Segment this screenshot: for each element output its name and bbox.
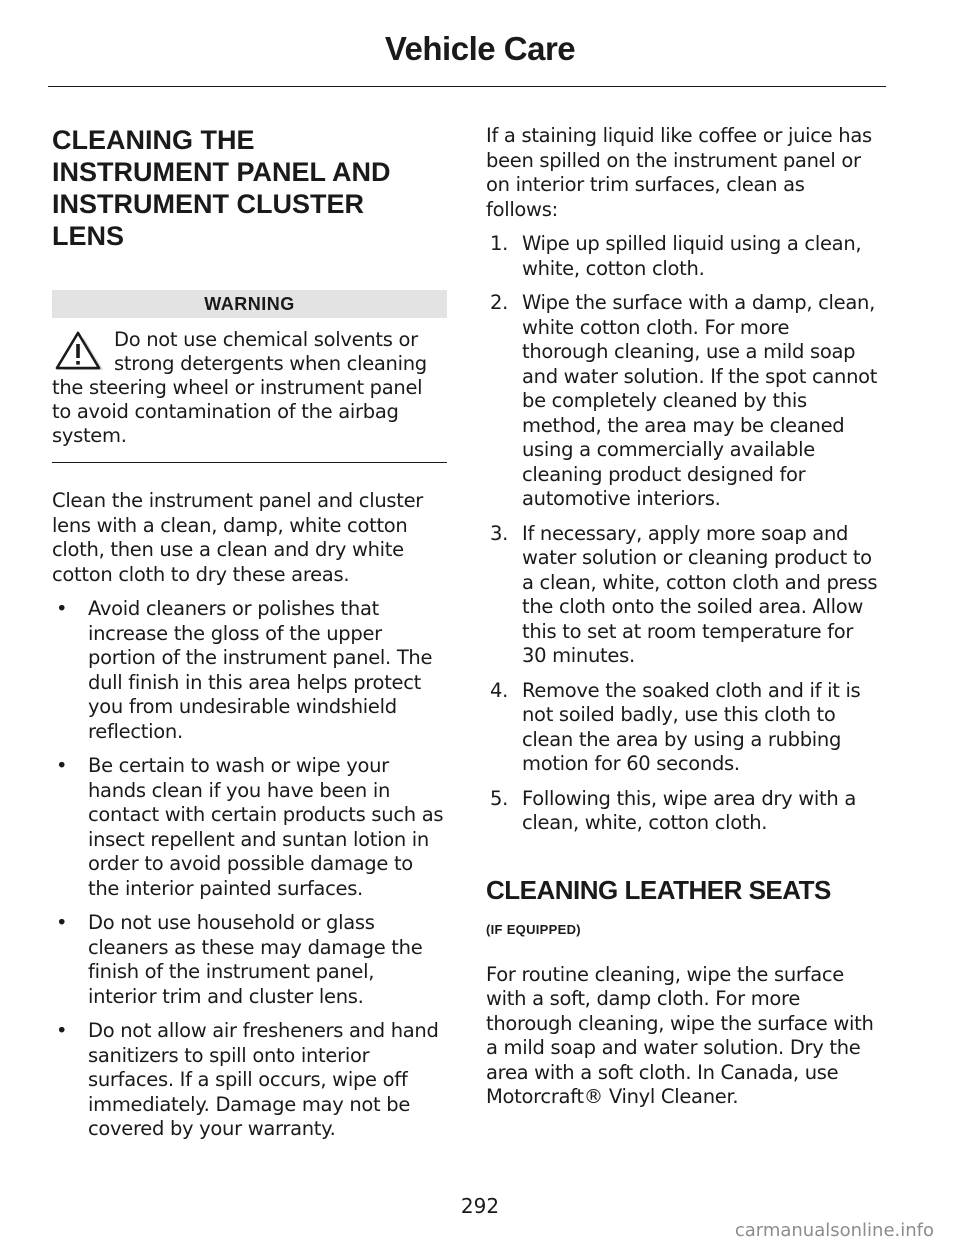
section-heading-instrument-panel <box>52 124 447 252</box>
section-heading-leather-seats: CLEANING LEATHER SEATS <box>486 874 831 905</box>
list-item: • Avoid cleaners or polishes that increase the gloss of the upper portion of the instrument panel. The dull finish in this area helps protect you from undesirable windshield reflection. <box>56 597 433 743</box>
warning-text: Do not use chemical solvents or strong detergents when cleaning the steering wheel or instrument panel to avoid contamination of the airbag system. <box>52 328 427 447</box>
step-item: 3. If necessary, apply more soap and water solution or cleaning product to a clean, white, cotton cloth and press the cloth onto the soiled area. Allow this to set at room temperature for 30 minutes. <box>490 521 878 667</box>
step-item: 2. Wipe the surface with a damp, clean, white cotton cloth. For more thorough cleaning, use a mild soap and water solution. If the spot cannot be completely cleaned by this method, the area may be cleaned using a commercially available cleaning product designed for automotive interiors. <box>490 291 878 510</box>
list-item: • Do not allow air fresheners and hand sanitizers to spill onto interior surfaces. If a spill occurs, wipe off immediately. Damage may not be covered by your warranty. <box>56 1019 439 1140</box>
warning-label: WARNING <box>52 290 447 318</box>
right-column <box>486 124 881 1110</box>
left-column <box>52 124 447 1142</box>
cleaning-tips-list <box>52 597 447 1142</box>
step-item: 1. Wipe up spilled liquid using a clean, white, cotton cloth. <box>490 232 862 280</box>
step-item: 5. Following this, wipe area dry with a clean, white, cotton cloth. <box>490 786 856 834</box>
page-number: 292 <box>460 1194 500 1218</box>
heading-line: LENS <box>52 221 125 251</box>
warning-triangle-icon <box>54 330 106 372</box>
page-header-title: Vehicle Care <box>384 30 576 67</box>
instrument-panel-intro: Clean the instrument panel and cluster lens with a clean, damp, white cotton cloth, then use a clean and dry white cotton cloth to dry these areas. <box>52 489 423 586</box>
list-item: • Do not use household or glass cleaners as these may damage the finish of the instrument panel, interior trim and cluster lens. <box>56 911 423 1008</box>
list-item: • Be certain to wash or wipe your hands clean if you have been in contact with certain products such as insect repellent and suntan lotion in order to avoid possible damage to the interior painted surfaces. <box>56 754 444 900</box>
stain-cleaning-steps <box>486 232 881 836</box>
heading-line: INSTRUMENT PANEL AND <box>52 157 391 187</box>
watermark: carmanualsonline.info <box>734 1220 934 1241</box>
warning-divider <box>52 462 447 463</box>
staining-intro: If a staining liquid like coffee or juice has been spilled on the instrument panel or on interior trim surfaces, clean as follows: <box>486 124 872 221</box>
heading-line: CLEANING THE <box>52 125 255 155</box>
step-item: 4. Remove the soaked cloth and if it is not soiled badly, use this cloth to clean the area by using a rubbing motion for 60 seconds. <box>490 678 861 775</box>
header-divider <box>48 86 886 87</box>
heading-line: INSTRUMENT CLUSTER <box>52 189 364 219</box>
if-equipped-note: (IF EQUIPPED) <box>486 921 581 937</box>
leather-cleaning-text: For routine cleaning, wipe the surface with a soft, damp cloth. For more thorough cleaning, wipe the surface with a mild soap and water solution. Dry the area with a soft cloth. In Canada, use Motorcraft® Vinyl Cleaner. <box>486 962 874 1108</box>
warning-box <box>52 328 447 448</box>
